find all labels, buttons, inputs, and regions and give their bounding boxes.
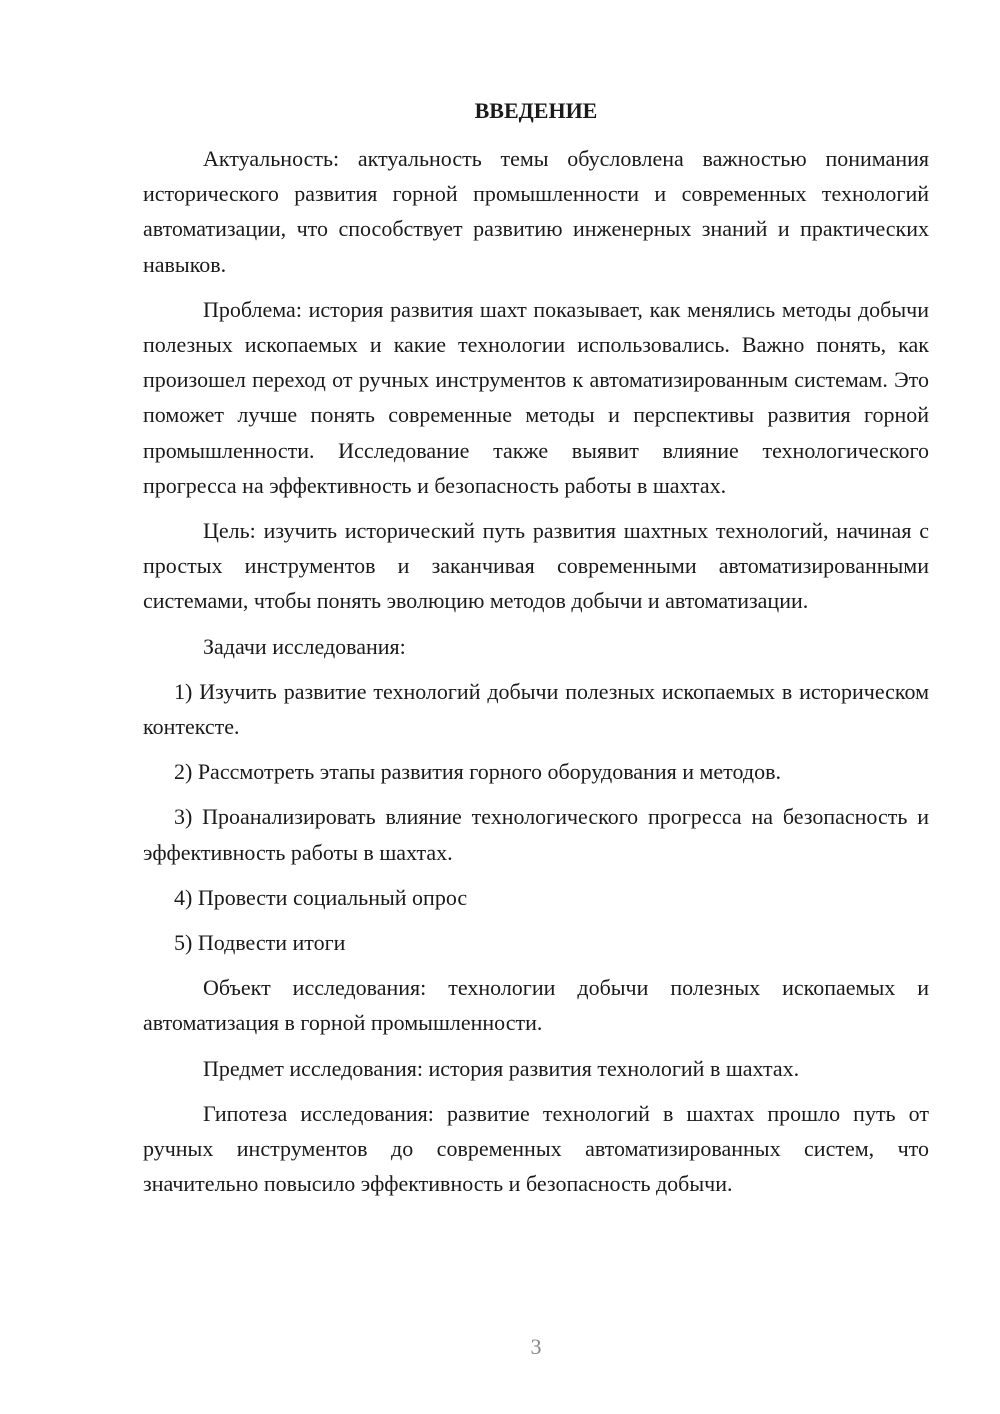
list-item: 2) Рассмотреть этапы развития горного оборудования и методов. <box>174 759 781 785</box>
paragraph-relevance: Актуальность: актуальность темы обусловлена важностью понимания исторического развития горной промышленности и современных технологий автоматизации, что способствует развитию инженерных знаний и практических навыков. <box>143 146 929 277</box>
list-item: 4) Провести социальный опрос <box>174 884 468 910</box>
page-number: 3 <box>530 1334 542 1359</box>
paragraph-object: Объект исследования: технологии добычи полезных ископаемых и автоматизация в горной промышленности. <box>143 975 929 1036</box>
list-item: 5) Подвести итоги <box>174 930 346 956</box>
document-page <box>143 93 929 1211</box>
page-title: ВВЕДЕНИЕ <box>474 98 598 123</box>
paragraph-subject: Предмет исследования: история развития технологий в шахтах. <box>203 1055 800 1081</box>
list-item: 3) Проанализировать влияние технологического прогресса на безопасность и эффективность работы в шахтах. <box>143 804 929 865</box>
tasks-list <box>143 674 929 960</box>
list-item: 1) Изучить развитие технологий добычи полезных ископаемых в историческом контексте. <box>143 678 929 740</box>
paragraph-hypothesis: Гипотеза исследования: развитие технологий в шахтах прошло путь от ручных инструментов до современных автоматизированных систем, что значительно повысило эффективность и безопасность добычи. <box>143 1100 929 1197</box>
paragraph-problem: Проблема: история развития шахт показывает, как менялись методы добычи полезных ископаемых и какие технологии использовались. Важно понять, как произошел переход от ручных инструментов к автоматизированным системам. Это поможет лучше понять современные методы и перспективы развития горной промышленности. Исследование также выявит влияние технологического прогресса на эффективность и безопасность работы в шахтах. <box>143 296 929 498</box>
tasks-heading: Задачи исследования: <box>203 633 406 659</box>
paragraph-goal: Цель: изучить исторический путь развития шахтных технологий, начиная с простых инструментов и заканчивая современными автоматизированными системами, чтобы понять эволюцию методов добычи и автоматизации. <box>143 518 929 614</box>
